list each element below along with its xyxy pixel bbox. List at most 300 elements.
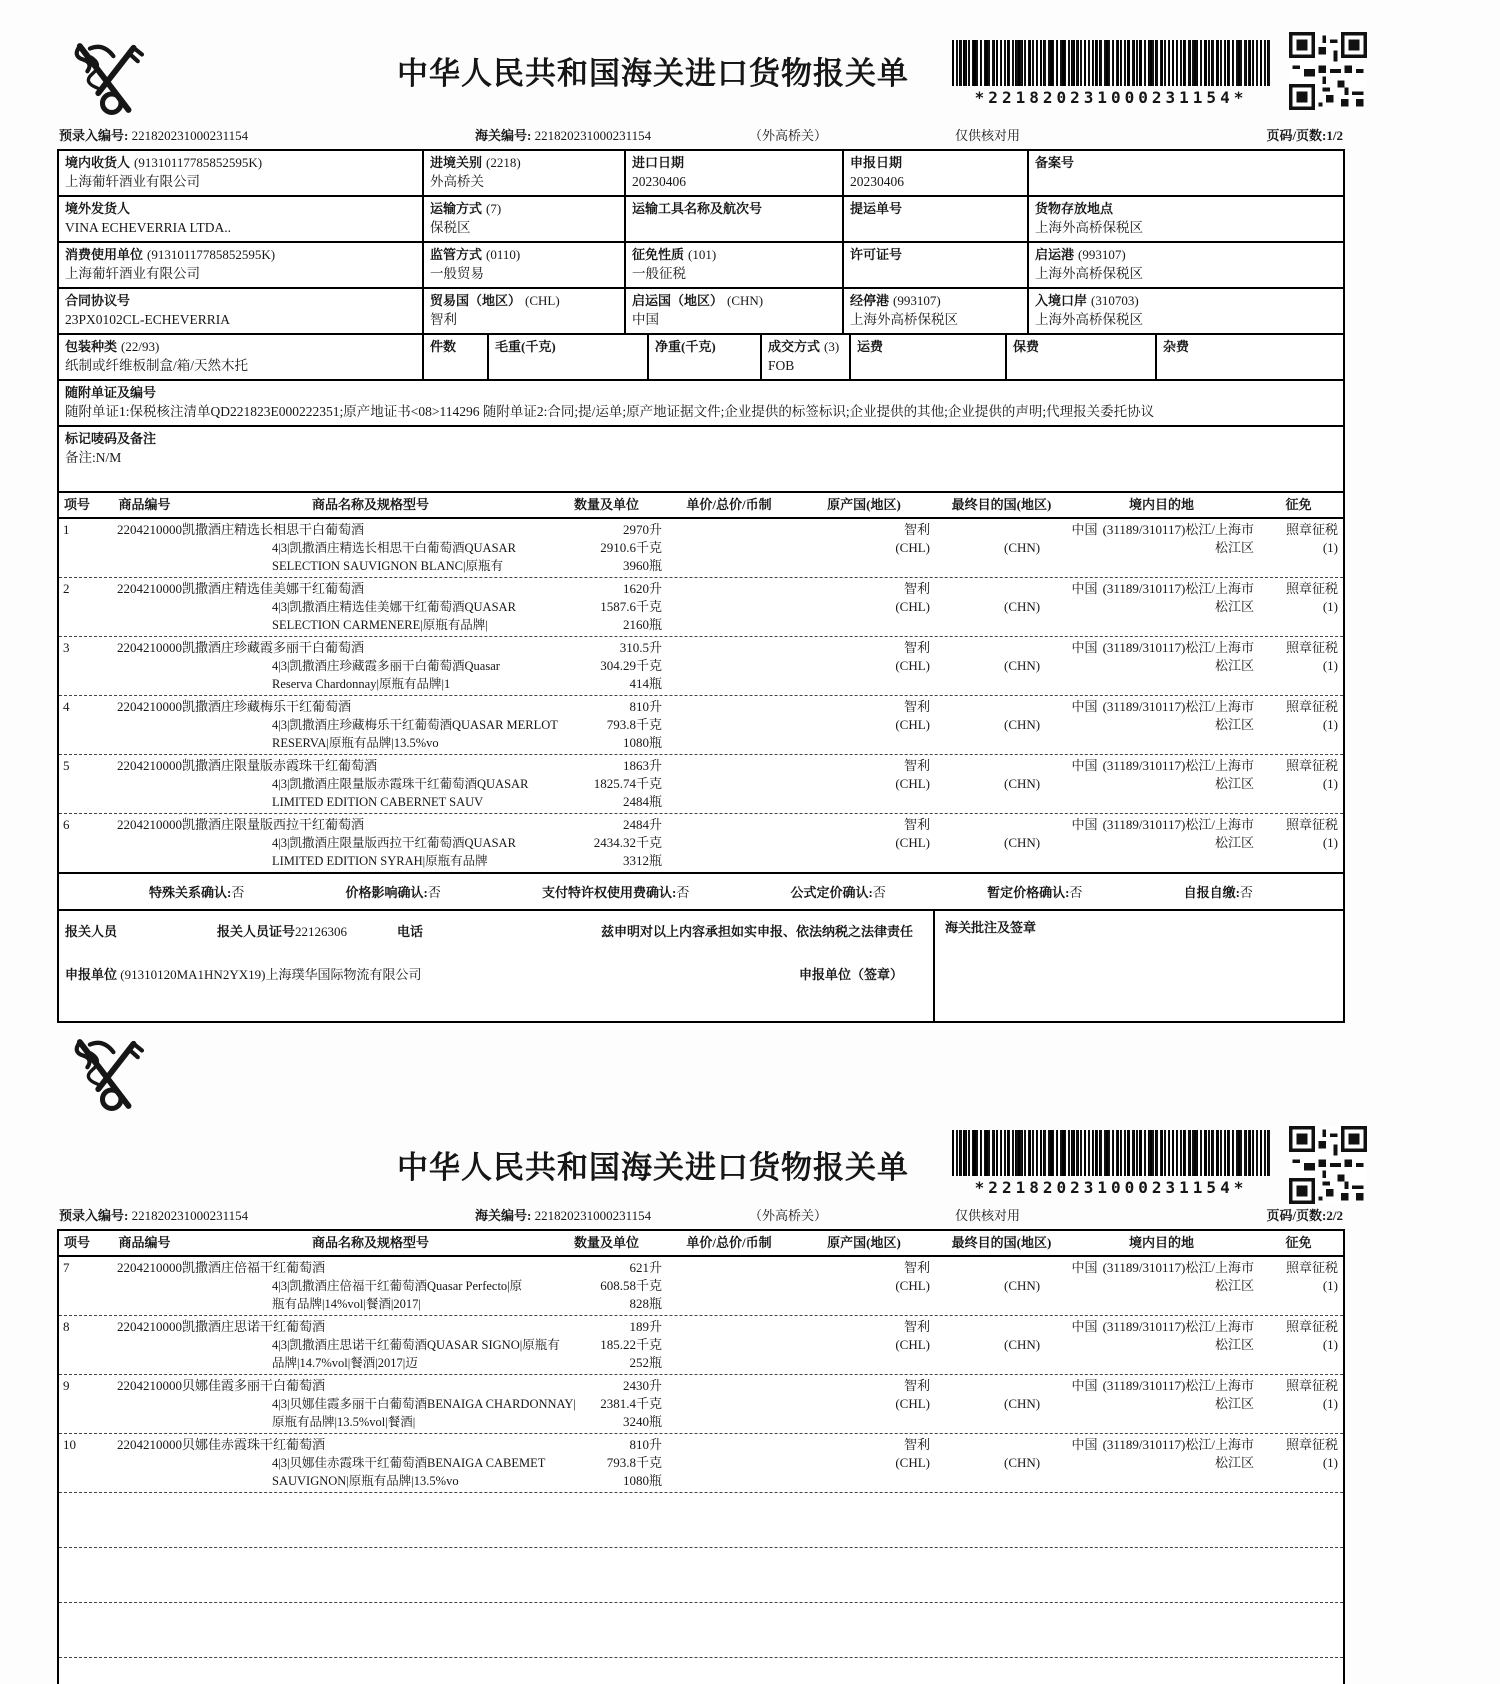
levy-code: (1) (1322, 776, 1338, 791)
item-spec-line3: SELECTION SAUVIGNON BLANC|原瓶有 (272, 559, 503, 573)
item-name-block (97, 521, 549, 575)
dest-code: (31189/310117) (1102, 758, 1186, 773)
col-goods-name: 商品名称及规格型号 (311, 497, 429, 512)
qty-bottles: 3960瓶 (622, 558, 662, 573)
field-record-no: 备案号 (1027, 151, 1343, 195)
col-item-no: 项号 (64, 497, 91, 512)
qr-code-icon (1289, 32, 1367, 110)
pre-entry-number: 预录入编号: 221820231000231154 (59, 1208, 249, 1223)
qty-volume: 2970升 (622, 522, 662, 537)
field-departure-port: 启运港 (993107) 上海外高桥保税区 (1027, 243, 1343, 287)
item-quantity (549, 580, 664, 634)
dest-country: 中国 (1071, 758, 1098, 773)
item-origin (794, 816, 934, 870)
levy-mode: 照章征税 (1285, 640, 1338, 655)
field-attached-docs: 随附单证及编号 随附单证1:保税核注清单QD221823E000222351;原产地证书<08>114296 随附单证2:合同;提/运单;原产地证据文件;企业提供的标签标识;企业提供的其他;企业提供的声明;代理报关委托协议 (65, 385, 1155, 419)
field-misc-fees: 杂费 (1155, 335, 1343, 379)
field-transport-name: 运输工具名称及航次号 (624, 197, 842, 241)
qty-weight: 1587.6千克 (600, 599, 662, 614)
goods-row (59, 577, 1343, 636)
dest-code: (31189/310117) (1102, 640, 1186, 655)
col-hs-code: 商品编号 (118, 497, 171, 512)
levy-mode: 照章征税 (1285, 758, 1338, 773)
col-dest-country: 最终目的国(地区) (951, 1235, 1052, 1250)
confirm-provisional-price: 暂定价格确认:否 (987, 885, 1083, 900)
item-number: 4 (63, 699, 70, 714)
field-marks-remarks: 标记唛码及备注 备注:N/M (65, 431, 157, 465)
item-price (664, 757, 794, 811)
item-spec-line3: 品牌|14.7%vol|餐酒|2017|迈 (272, 1356, 418, 1370)
customs-office: （外高桥关） (749, 128, 828, 143)
qty-bottles: 2484瓶 (622, 794, 662, 809)
customs-office: （外高桥关） (749, 1208, 828, 1223)
item-origin (794, 1259, 934, 1313)
item-destination (934, 816, 1254, 870)
barcode-bars (952, 1130, 1270, 1176)
origin-code: (CHL) (895, 835, 930, 850)
item-number: 6 (63, 817, 70, 832)
col-hs-code: 商品编号 (118, 1235, 171, 1250)
footer-left (59, 911, 933, 1021)
item-destination (934, 1436, 1254, 1490)
dest-code: (31189/310117) (1102, 699, 1186, 714)
levy-code: (1) (1322, 1455, 1338, 1470)
item-quantity (549, 816, 664, 870)
item-quantity (549, 698, 664, 752)
declaring-unit-seal-label: 申报单位（签章） (798, 967, 903, 982)
qty-bottles: 3312瓶 (622, 853, 662, 868)
hs-code: 2204210000 (117, 581, 182, 596)
item-spec-line2: 4|3|凯撒酒庄精选长相思干白葡萄酒QUASAR (272, 541, 516, 555)
customs-emblem-icon (63, 1032, 147, 1116)
dest-country-code: (CHN) (1004, 835, 1041, 850)
hs-code: 2204210000 (117, 758, 182, 773)
item-origin (794, 698, 934, 752)
declaring-unit: 申报单位 (91310120MA1HN2YX19)上海璞华国际物流有限公司 (65, 967, 422, 982)
field-packing-type: 包装种类 (22/93) 纸制或纤维板制盒/箱/天然木托 (65, 339, 249, 373)
dest-code: (31189/310117) (1102, 1260, 1186, 1275)
item-name-block (97, 757, 549, 811)
barcode (952, 1130, 1270, 1197)
empty-goods-row (59, 1492, 1343, 1547)
goods-table-header (59, 1231, 1343, 1257)
domestic-dest: 松江/上海市 (1185, 1378, 1254, 1393)
col-quantity: 数量及单位 (573, 1235, 639, 1250)
item-name-cn: 凯撒酒庄珍藏梅乐干红葡萄酒 (182, 699, 352, 714)
qty-volume: 621升 (629, 1260, 662, 1275)
declarant-cert: 报关人员证号22126306 (217, 924, 348, 939)
item-number: 9 (63, 1378, 70, 1393)
qty-bottles: 3240瓶 (622, 1414, 662, 1429)
qty-volume: 1620升 (622, 581, 662, 596)
dest-country-code: (CHN) (1004, 599, 1041, 614)
page-indicator: 页码/页数:1/2 (1266, 128, 1343, 143)
item-number: 8 (63, 1319, 70, 1334)
empty-goods-row (59, 1547, 1343, 1602)
check-only-note: 仅供核对用 (955, 128, 1021, 143)
barcode (952, 40, 1270, 107)
levy-code: (1) (1322, 835, 1338, 850)
domestic-district: 松江区 (1214, 776, 1254, 791)
check-only-note: 仅供核对用 (955, 1208, 1021, 1223)
qty-weight: 2434.32千克 (593, 835, 662, 850)
origin-code: (CHL) (895, 1396, 930, 1411)
qty-bottles: 2160瓶 (622, 617, 662, 632)
levy-mode: 照章征税 (1285, 1378, 1338, 1393)
domestic-dest: 松江/上海市 (1185, 1437, 1254, 1452)
col-levy-mode: 征免 (1285, 1235, 1312, 1250)
origin-country: 智利 (903, 522, 930, 537)
item-name-block (97, 1436, 549, 1490)
item-origin (794, 1318, 934, 1372)
qty-volume: 310.5升 (619, 640, 662, 655)
dest-country-code: (CHN) (1004, 1337, 1041, 1352)
item-name-block (97, 639, 549, 693)
item-name-block (97, 1318, 560, 1372)
field-consumer-unit: 消费使用单位 (91310117785852595K) 上海葡轩酒业有限公司 (65, 247, 276, 281)
dest-country: 中国 (1071, 817, 1098, 832)
item-price (664, 1377, 794, 1431)
item-name-block (97, 1377, 576, 1431)
qty-weight: 2910.6千克 (600, 540, 662, 555)
dest-country: 中国 (1071, 640, 1098, 655)
col-domestic-dest: 境内目的地 (1128, 1235, 1194, 1250)
item-destination (934, 1259, 1254, 1313)
dest-country-code: (CHN) (1004, 1396, 1041, 1411)
qty-bottles: 828瓶 (629, 1296, 662, 1311)
domestic-dest: 松江/上海市 (1185, 699, 1254, 714)
item-quantity (549, 1259, 664, 1313)
item-spec-line2: 4|3|凯撒酒庄珍藏梅乐干红葡萄酒QUASAR MERLOT (272, 718, 558, 732)
item-spec-line3: Reserva Chardonnay|原瓶有品牌|1 (272, 677, 451, 691)
item-name-cn: 贝娜佳霞多丽干白葡萄酒 (182, 1378, 326, 1393)
qty-weight: 304.29千克 (600, 658, 662, 673)
qty-weight: 793.8千克 (606, 717, 662, 732)
goods-rows-page2 (59, 1257, 1343, 1492)
item-levy-mode (1254, 639, 1343, 693)
field-pieces: 件数 (422, 335, 487, 379)
document-header (57, 28, 1345, 122)
domestic-district: 松江区 (1214, 599, 1254, 614)
goods-row (59, 695, 1343, 754)
item-spec-line3: 原瓶有品牌|13.5%vol|餐酒| (272, 1415, 416, 1429)
qty-volume: 810升 (629, 1437, 662, 1452)
item-quantity (549, 639, 664, 693)
pre-entry-number: 预录入编号: 221820231000231154 (59, 128, 249, 143)
item-price (664, 1318, 794, 1372)
confirm-formula-pricing: 公式定价确认:否 (790, 885, 886, 900)
confirm-price-influence: 价格影响确认:否 (345, 885, 441, 900)
qr-code-icon (1289, 1126, 1367, 1204)
domestic-district: 松江区 (1214, 835, 1254, 850)
dest-country: 中国 (1071, 522, 1098, 537)
dest-country: 中国 (1071, 1319, 1098, 1334)
field-trade-terms: 成交方式 (3) FOB (760, 335, 849, 379)
dest-country-code: (CHN) (1004, 776, 1041, 791)
qty-weight: 793.8千克 (606, 1455, 662, 1470)
page-indicator: 页码/页数:2/2 (1266, 1208, 1343, 1223)
dest-code: (31189/310117) (1102, 581, 1186, 596)
item-origin (794, 580, 934, 634)
domestic-dest: 松江/上海市 (1185, 758, 1254, 773)
barcode-number: *221820231000231154* (974, 88, 1248, 107)
field-transport-mode: 运输方式 (7) 保税区 (422, 197, 624, 241)
declaration-form (57, 149, 1345, 1023)
item-number: 5 (63, 758, 70, 773)
goods-row (59, 1374, 1343, 1433)
origin-code: (CHL) (895, 776, 930, 791)
document-title: 中华人民共和国海关进口货物报关单 (397, 1150, 909, 1185)
field-declare-date: 申报日期 20230406 (842, 151, 1027, 195)
col-domestic-dest: 境内目的地 (1128, 497, 1194, 512)
qty-volume: 1863升 (622, 758, 662, 773)
field-net-weight: 净重(千克) (647, 335, 760, 379)
domestic-district: 松江区 (1214, 1278, 1254, 1293)
form-row (59, 379, 1343, 425)
declaration-footer (59, 911, 1343, 1021)
customs-number: 海关编号: 221820231000231154 (475, 128, 652, 143)
item-name-cn: 凯撒酒庄限量版赤霞珠干红葡萄酒 (182, 758, 378, 773)
item-destination (934, 521, 1254, 575)
item-origin (794, 1436, 934, 1490)
item-quantity (549, 521, 664, 575)
item-number: 7 (63, 1260, 70, 1275)
form-row (59, 151, 1343, 195)
item-spec-line2: 4|3|凯撒酒庄精选佳美娜干红葡萄酒QUASAR (272, 600, 516, 614)
item-origin (794, 521, 934, 575)
field-levy-nature: 征免性质 (101) 一般征税 (624, 243, 842, 287)
item-spec-line3: LIMITED EDITION CABERNET SAUV (272, 795, 484, 809)
domestic-district: 松江区 (1214, 1396, 1254, 1411)
qty-weight: 185.22千克 (600, 1337, 662, 1352)
field-supervision-mode: 监管方式 (0110) 一般贸易 (422, 243, 624, 287)
dest-code: (31189/310117) (1102, 1319, 1186, 1334)
item-name-block (97, 1259, 549, 1313)
qty-volume: 189升 (629, 1319, 662, 1334)
col-item-no: 项号 (64, 1235, 91, 1250)
domestic-dest: 松江/上海市 (1185, 522, 1254, 537)
confirm-self-declaration: 自报自缴:否 (1183, 885, 1253, 900)
origin-country: 智利 (903, 1437, 930, 1452)
item-number: 3 (63, 640, 70, 655)
form-row (59, 241, 1343, 287)
hs-code: 2204210000 (117, 817, 182, 832)
dest-country: 中国 (1071, 699, 1098, 714)
origin-code: (CHL) (895, 1278, 930, 1293)
document-header (57, 1030, 1345, 1202)
item-price (664, 1436, 794, 1490)
origin-code: (CHL) (895, 717, 930, 732)
item-levy-mode (1254, 521, 1343, 575)
form-row (59, 425, 1343, 491)
field-license-no: 许可证号 (842, 243, 1027, 287)
item-destination (934, 639, 1254, 693)
item-destination (934, 1318, 1254, 1372)
item-name-cn: 贝娜佳赤霞珠干红葡萄酒 (182, 1437, 326, 1452)
item-number: 1 (63, 522, 70, 537)
field-gross-weight: 毛重(千克) (487, 335, 647, 379)
qty-bottles: 414瓶 (629, 676, 662, 691)
item-spec-line3: RESERVA|原瓶有品牌|13.5%vo (272, 736, 439, 750)
origin-country: 智利 (903, 581, 930, 596)
goods-row (59, 813, 1343, 872)
field-transit-port: 经停港 (993107) 上海外高桥保税区 (842, 289, 1027, 333)
item-spec-line3: LIMITED EDITION SYRAH|原瓶有品牌 (272, 854, 488, 868)
col-origin-country: 原产国(地区) (827, 1235, 901, 1250)
item-spec-line2: 4|3|凯撒酒庄思诺干红葡萄酒QUASAR SIGNO|原瓶有 (272, 1338, 560, 1352)
domestic-district: 松江区 (1214, 1455, 1254, 1470)
dest-code: (31189/310117) (1102, 1437, 1186, 1452)
legal-statement: 兹申明对以上内容承担如实申报、依法纳税之法律责任 (600, 924, 913, 939)
goods-row (59, 1433, 1343, 1492)
dest-country-code: (CHN) (1004, 540, 1041, 555)
hs-code: 2204210000 (117, 1437, 182, 1452)
dest-country: 中国 (1071, 1260, 1098, 1275)
item-spec-line3: SAUVIGNON|原瓶有品牌|13.5%vo (272, 1474, 459, 1488)
qty-weight: 1825.74千克 (593, 776, 662, 791)
item-price (664, 698, 794, 752)
goods-row (59, 636, 1343, 695)
levy-mode: 照章征税 (1285, 817, 1338, 832)
dest-country: 中国 (1071, 1378, 1098, 1393)
form-row (59, 287, 1343, 333)
levy-mode: 照章征税 (1285, 699, 1338, 714)
phone-label: 电话 (397, 924, 424, 939)
item-name-cn: 凯撒酒庄珍藏霞多丽干白葡萄酒 (182, 640, 365, 655)
qty-bottles: 1080瓶 (622, 1473, 662, 1488)
declaration-page-2 (57, 1030, 1345, 1684)
item-origin (794, 639, 934, 693)
item-spec-line2: 4|3|贝娜佳赤霞珠干红葡萄酒BENAIGA CABEMET (272, 1456, 546, 1470)
item-quantity (549, 757, 664, 811)
qty-bottles: 1080瓶 (622, 735, 662, 750)
confirmation-row (59, 872, 1343, 911)
item-name-block (97, 698, 558, 752)
item-name-cn: 凯撒酒庄精选佳美娜干红葡萄酒 (182, 581, 365, 596)
item-name-cn: 凯撒酒庄倍福干红葡萄酒 (182, 1260, 326, 1275)
item-number: 10 (63, 1437, 76, 1452)
domestic-dest: 松江/上海市 (1185, 640, 1254, 655)
goods-row (59, 1257, 1343, 1315)
item-quantity (549, 1318, 664, 1372)
customs-number: 海关编号: 221820231000231154 (475, 1208, 652, 1223)
levy-code: (1) (1322, 1278, 1338, 1293)
col-dest-country: 最终目的国(地区) (951, 497, 1052, 512)
levy-mode: 照章征税 (1285, 522, 1338, 537)
domestic-dest: 松江/上海市 (1185, 1319, 1254, 1334)
dest-country: 中国 (1071, 581, 1098, 596)
domestic-dest: 松江/上海市 (1185, 1260, 1254, 1275)
field-insurance: 保费 (1005, 335, 1155, 379)
item-origin (794, 1377, 934, 1431)
item-origin (794, 757, 934, 811)
dest-code: (31189/310117) (1102, 522, 1186, 537)
item-name-cn: 凯撒酒庄思诺干红葡萄酒 (182, 1319, 326, 1334)
origin-code: (CHL) (895, 658, 930, 673)
goods-row (59, 754, 1343, 813)
item-price (664, 816, 794, 870)
levy-mode: 照章征税 (1285, 1260, 1338, 1275)
domestic-district: 松江区 (1214, 658, 1254, 673)
origin-country: 智利 (903, 817, 930, 832)
item-spec-line3: SELECTION CARMENERE|原瓶有品牌| (272, 618, 488, 632)
item-levy-mode (1254, 1436, 1343, 1490)
item-destination (934, 757, 1254, 811)
empty-goods-row (59, 1657, 1343, 1684)
origin-code: (CHL) (895, 540, 930, 555)
levy-code: (1) (1322, 717, 1338, 732)
col-origin-country: 原产国(地区) (827, 497, 901, 512)
item-spec-line2: 4|3|贝娜佳霞多丽干白葡萄酒BENAIGA CHARDONNAY| (272, 1397, 576, 1411)
origin-country: 智利 (903, 640, 930, 655)
field-storage-place: 货物存放地点 上海外高桥保税区 (1027, 197, 1343, 241)
empty-goods-row (59, 1602, 1343, 1657)
domestic-district: 松江区 (1214, 717, 1254, 732)
confirm-royalty-payment: 支付特许权使用费确认:否 (542, 885, 690, 900)
origin-code: (CHL) (895, 1337, 930, 1352)
goods-row (59, 1315, 1343, 1374)
field-entry-point: 入境口岸 (310703) 上海外高桥保税区 (1027, 289, 1343, 333)
meta-line (59, 1205, 1343, 1224)
field-freight: 运费 (849, 335, 1005, 379)
col-price: 单价/总价/币制 (686, 1235, 772, 1250)
qty-volume: 2430升 (622, 1378, 662, 1393)
item-price (664, 580, 794, 634)
dest-code: (31189/310117) (1102, 1378, 1186, 1393)
origin-country: 智利 (903, 1378, 930, 1393)
origin-code: (CHL) (895, 1455, 930, 1470)
item-price (664, 1259, 794, 1313)
hs-code: 2204210000 (117, 640, 182, 655)
field-entry-customs: 进境关别 (2218) 外高桥关 (422, 151, 624, 195)
item-levy-mode (1254, 816, 1343, 870)
hs-code: 2204210000 (117, 699, 182, 714)
declarant-label: 报关人员 (65, 924, 118, 939)
item-spec-line2: 4|3|凯撒酒庄限量版西拉干红葡萄酒QUASAR (272, 836, 516, 850)
item-name-cn: 凯撒酒庄精选长相思干白葡萄酒 (182, 522, 365, 537)
item-quantity (549, 1377, 664, 1431)
domestic-dest: 松江/上海市 (1185, 817, 1254, 832)
item-destination (934, 698, 1254, 752)
hs-code: 2204210000 (117, 522, 182, 537)
levy-mode: 照章征税 (1285, 1319, 1338, 1334)
origin-country: 智利 (903, 1260, 930, 1275)
dest-country-code: (CHN) (1004, 717, 1041, 732)
origin-code: (CHL) (895, 599, 930, 614)
meta-line (59, 125, 1343, 144)
origin-country: 智利 (903, 1319, 930, 1334)
declaration-form-page2 (57, 1229, 1345, 1684)
dest-country: 中国 (1071, 1437, 1098, 1452)
form-row (59, 195, 1343, 241)
origin-country: 智利 (903, 758, 930, 773)
dest-code: (31189/310117) (1102, 817, 1186, 832)
levy-mode: 照章征税 (1285, 581, 1338, 596)
col-levy-mode: 征免 (1285, 497, 1312, 512)
customs-notes-cell (933, 911, 1343, 1021)
hs-code: 2204210000 (117, 1378, 182, 1393)
goods-table-header (59, 491, 1343, 519)
item-name-block (97, 580, 549, 634)
item-number: 2 (63, 581, 70, 596)
levy-mode: 照章征税 (1285, 1437, 1338, 1452)
col-goods-name: 商品名称及规格型号 (311, 1235, 429, 1250)
qty-weight: 608.58千克 (600, 1278, 662, 1293)
item-destination (934, 1377, 1254, 1431)
item-spec-line2: 4|3|凯撒酒庄倍福干红葡萄酒Quasar Perfecto|原 (272, 1279, 523, 1293)
domestic-district: 松江区 (1214, 1337, 1254, 1352)
dest-country-code: (CHN) (1004, 658, 1041, 673)
